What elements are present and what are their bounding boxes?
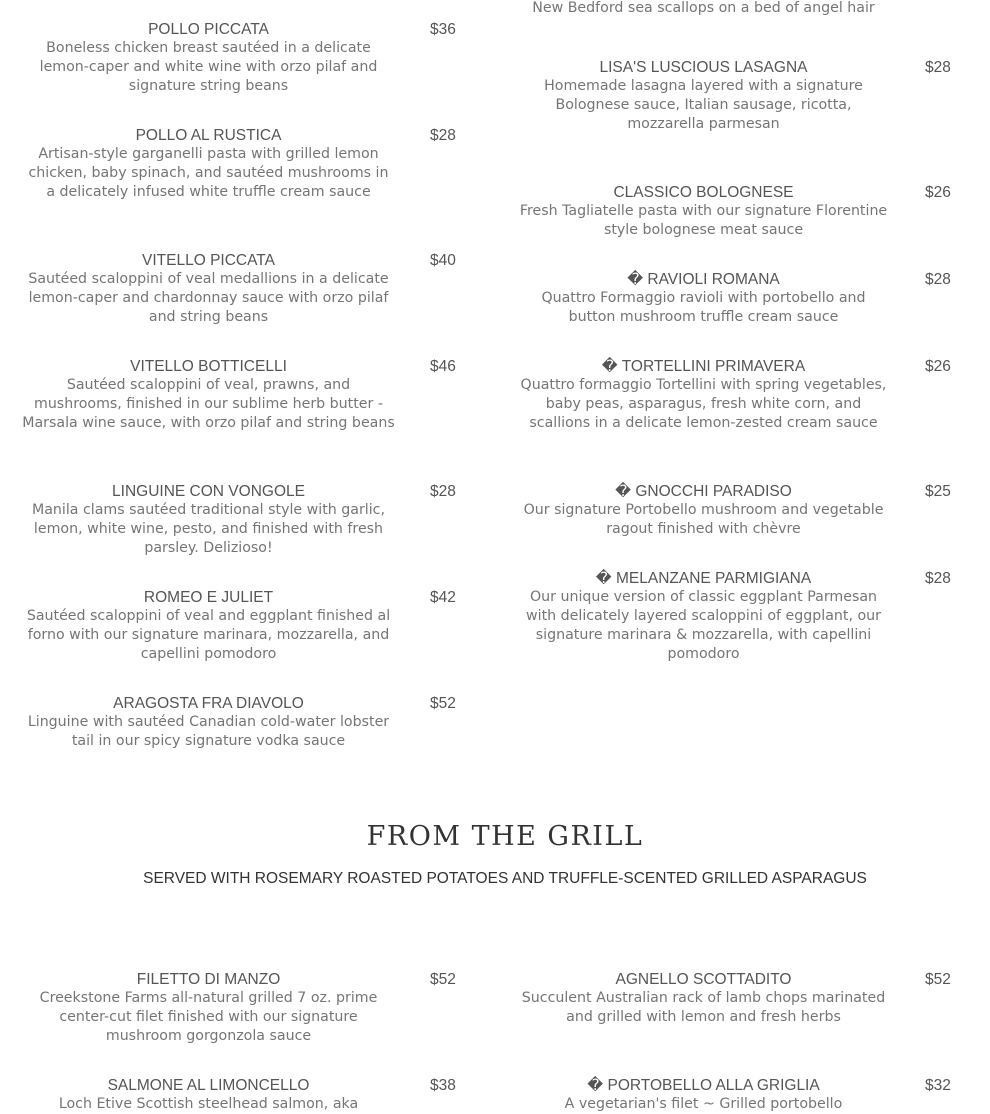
item-description: Boneless chicken breast sautéed in a delicate lemon-caper and white wine with orzo pilaf and signature string beans (39, 40, 378, 94)
item-name: � PORTOBELLO ALLA GRIGLIA (587, 1077, 820, 1094)
item-description: Homemade lasagna layered with a signature Bolognese sauce, Italian sausage, ricotta, mozzarella parmesan (544, 78, 863, 132)
item-name: � TORTELLINI PRIMAVERA (601, 358, 806, 375)
item-description: Sautéed scaloppini of veal, prawns, and mushrooms, finished in our sublime herb butter - Marsala wine sauce, with orzo pilaf and string beans (22, 377, 395, 431)
item-price: $32 (925, 1077, 951, 1094)
item-description: Loch Etive Scottish steelhead salmon, aka (58, 1096, 359, 1112)
item-price: $28 (430, 127, 456, 144)
item-name: ROMEO E JULIET (143, 589, 274, 606)
item-name: CLASSICO BOLOGNESE (613, 184, 794, 201)
item-name: ARAGOSTA FRA DIAVOLO (113, 695, 304, 712)
item-price: $40 (430, 252, 456, 269)
section-subtitle: SERVED WITH ROSEMARY ROASTED POTATOES AND TRUFFLE-SCENTED GRILLED ASPARAGUS (143, 870, 867, 887)
item-name: AGNELLO SCOTTADITO (615, 971, 792, 988)
item-description: Quattro formaggio Tortellini with spring vegetables, baby peas, asparagus, fresh white corn, and scallions in a delicate lemon-zested cream sauce (520, 377, 887, 431)
item-description: Linguine with sautéed Canadian cold-water lobster tail in our spicy signature vodka sauce (27, 714, 390, 749)
item-name: � GNOCCHI PARADISO (615, 483, 792, 500)
item-name: � MELANZANE PARMIGIANA (595, 570, 812, 587)
item-description: Succulent Australian rack of lamb chops marinated and grilled with lemon and fresh herbs (521, 990, 886, 1025)
item-name: FILETTO DI MANZO (136, 971, 281, 988)
section-title: FROM THE GRILL (366, 821, 644, 852)
item-description: New Bedford sea scallops on a bed of angel hair (532, 0, 875, 16)
item-description: Quattro Formaggio ravioli with portobello and button mushroom truffle cream sauce (541, 290, 866, 325)
item-name: LINGUINE CON VONGOLE (112, 483, 305, 500)
item-description: Manila clams sautéed traditional style with garlic, lemon, white wine, pesto, and finished with fresh parsley. Delizioso! (31, 502, 385, 556)
item-price: $25 (925, 483, 951, 500)
item-name: POLLO PICCATA (148, 21, 269, 38)
item-price: $28 (430, 483, 456, 500)
item-price: $46 (430, 358, 456, 375)
item-price: $26 (925, 184, 951, 201)
item-price: $28 (925, 271, 951, 288)
item-price: $28 (925, 570, 951, 587)
item-description: A vegetarian's filet ~ Grilled portobello (564, 1096, 843, 1112)
item-name: � RAVIOLI ROMANA (627, 271, 780, 288)
item-price: $26 (925, 358, 951, 375)
item-name: POLLO AL RUSTICA (135, 127, 282, 144)
item-description: Creekstone Farms all-natural grilled 7 oz. prime center-cut filet finished with our signature mushroom gorgonzola sauce (39, 990, 378, 1044)
item-name: LISA'S LUSCIOUS LASAGNA (599, 59, 808, 76)
item-description: Sautéed scaloppini of veal medallions in a delicate lemon-caper and chardonnay sauce with orzo pilaf and string beans (28, 271, 389, 325)
item-price: $52 (430, 971, 456, 988)
item-price: $28 (925, 59, 951, 76)
item-description: Sautéed scaloppini of veal and eggplant finished al forno with our signature marinara, mozzarella, and capellini pomodoro (26, 608, 391, 662)
item-description: Artisan-style garganelli pasta with grilled lemon chicken, baby spinach, and sautéed mushrooms in a delicately infused white truffle cream sauce (28, 146, 389, 200)
item-price: $38 (430, 1077, 456, 1094)
item-price: $36 (430, 21, 456, 38)
item-price: $52 (430, 695, 456, 712)
item-description: Fresh Tagliatelle pasta with our signature Florentine style bolognese meat sauce (519, 203, 888, 238)
item-price: $42 (430, 589, 456, 606)
item-price: $52 (925, 971, 951, 988)
item-description: Our signature Portobello mushroom and vegetable ragout finished with chèvre (523, 502, 884, 537)
item-name: VITELLO BOTTICELLI (130, 358, 287, 375)
item-description: Our unique version of classic eggplant Parmesan with delicately layered scaloppini of eggplant, our signature marinara & mozzarella, with capellini pomodoro (526, 589, 881, 662)
item-name: SALMONE AL LIMONCELLO (107, 1077, 310, 1094)
item-name: VITELLO PICCATA (142, 252, 275, 269)
